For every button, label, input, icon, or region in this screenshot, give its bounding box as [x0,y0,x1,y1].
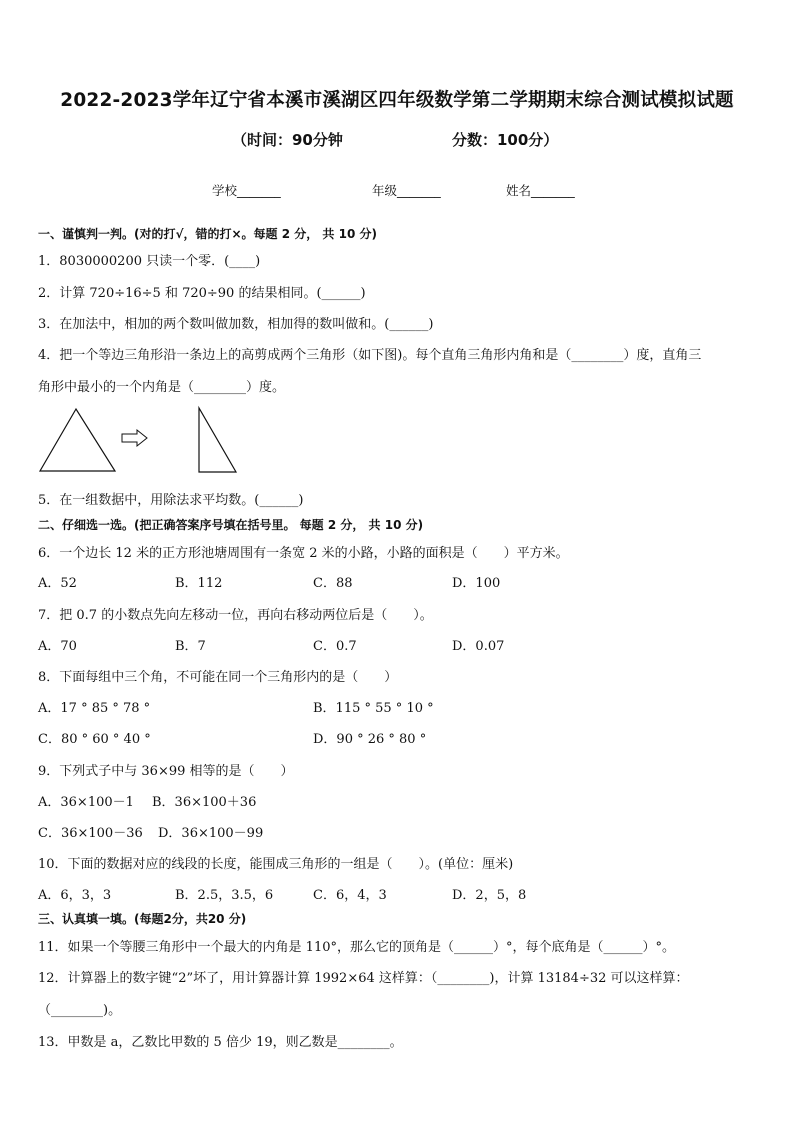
q8-option-a: A．17 ° 85 ° 78 ° [38,701,151,716]
page-title: 2022-2023学年辽宁省本溪市溪湖区四年级数学第二学期期末综合测试模拟试题 [60,90,734,111]
exam-time: （时间：90分钟 [232,131,343,149]
section-1-heading: 一、谨慎判一判。(对的打√，错的打×。每题 2 分， 共 10 分) [38,227,377,241]
question-5: 5．在一组数据中，用除法求平均数。(______) [38,493,304,508]
question-8: 8．下面每组中三个角，不可能在同一个三角形内的是（ ） [38,670,398,685]
question-2: 2．计算 720÷16÷5 和 720÷90 的结果相同。(______) [38,286,366,301]
q10-option-b: B．2.5，3.5，6 [175,888,274,903]
section-2-heading: 二、仔细选一选。(把正确答案序号填在括号里。 每题 2 分， 共 10 分) [38,518,424,532]
q7-option-d: D．0.07 [452,639,505,654]
q10-option-c: C．6，4，3 [313,888,387,903]
name-field: 姓名_______ [506,183,575,198]
question-12-line-2: （________)。 [38,1003,122,1018]
q7-option-c: C．0.7 [313,639,357,654]
question-13: 13．甲数是 a，乙数比甲数的 5 倍少 19，则乙数是________。 [38,1035,403,1050]
question-10: 10．下面的数据对应的线段的长度，能围成三角形的一组是（ ）。(单位：厘米) [38,857,514,872]
arrow-icon [122,430,147,446]
q6-option-c: C．88 [313,576,353,591]
question-4-line-2: 角形中最小的一个内角是（________）度。 [38,380,286,395]
q8-option-c: C．80 ° 60 ° 40 ° [38,732,151,747]
question-9: 9．下列式子中与 36×99 相等的是（ ） [38,764,294,779]
exam-score: 分数：100分） [452,131,559,149]
question-12-line-1: 12．计算器上的数字键“2”坏了，用计算器计算 1992×64 这样算：（________)，计算 13184÷32 可以这样算： [38,971,689,986]
q7-option-b: B．7 [175,639,206,654]
q6-option-b: B．112 [175,576,223,591]
school-field: 学校_______ [212,183,281,198]
q7-option-a: A．70 [38,639,77,654]
q9-option-c: C．36×100－36 [38,826,143,841]
question-11: 11．如果一个等腰三角形中一个最大的内角是 110°，那么它的顶角是（______）°，每个底角是（______）°。 [38,940,675,955]
q10-option-a: A．6，3，3 [38,888,112,903]
question-7: 7．把 0.7 的小数点先向左移动一位，再向右移动两位后是（ ）。 [38,608,433,623]
q9-option-b: B．36×100＋36 [152,795,257,810]
question-4-line-1: 4．把一个等边三角形沿一条边上的高剪成两个三角形（如下图)。每个直角三角形内角和是（________）度，直角三 [38,348,702,363]
question-3: 3．在加法中，相加的两个数叫做加数，相加得的数叫做和。(______) [38,317,434,332]
right-triangle [199,408,236,472]
equilateral-triangle [40,409,115,471]
q9-option-d: D．36×100－99 [158,826,264,841]
question-1: 1．8030000200 只读一个零．(____) [38,254,261,269]
q6-option-a: A．52 [38,576,77,591]
q8-option-b: B．115 ° 55 ° 10 ° [313,701,434,716]
q10-option-d: D．2，5，8 [452,888,527,903]
question-6: 6．一个边长 12 米的正方形池塘周围有一条宽 2 米的小路，小路的面积是（ ）平方米。 [38,546,569,561]
grade-field: 年级_______ [372,183,441,198]
q8-option-d: D．90 ° 26 ° 80 ° [313,732,427,747]
section-3-heading: 三、认真填一填。(每题2分，共20 分) [38,912,247,926]
q6-option-d: D．100 [452,576,501,591]
q9-option-a: A．36×100－1 [38,795,134,810]
